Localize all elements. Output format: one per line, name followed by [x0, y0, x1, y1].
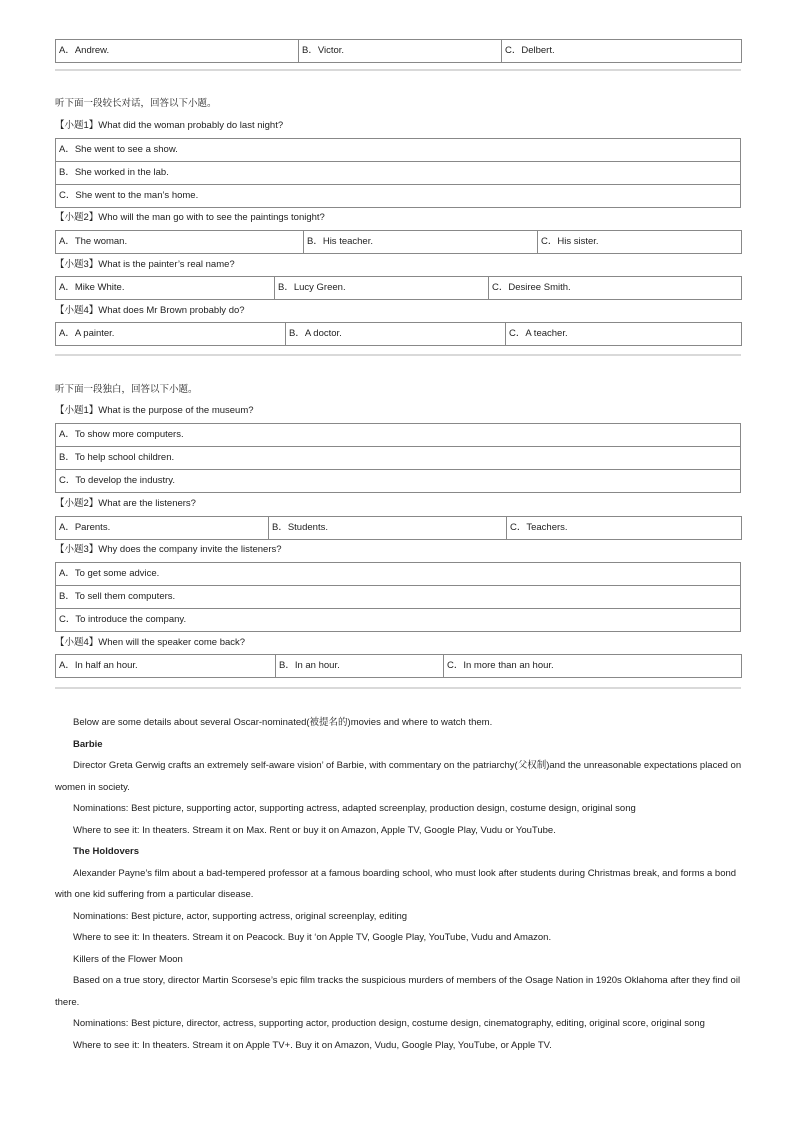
- movie-nominations: Nominations: Best picture, actor, supporting actress, original screenplay, editing: [73, 910, 408, 922]
- movie-title: Killers of the Flower Moon: [73, 953, 183, 965]
- question-prompt: 【小题3】What is the painter’s real name?: [55, 259, 235, 270]
- option-b[interactable]: B．In an hour.: [276, 655, 444, 678]
- option-a[interactable]: A．She went to see a show.: [56, 139, 741, 162]
- movie-where-to-watch: Where to see it: In theaters. Stream it on Peacock. Buy it ‘on Apple TV, Google Play, YouTube, Vudu and Amazon.: [73, 932, 552, 943]
- question-prompt: 【小题2】Who will the man go with to see the paintings tonight?: [55, 212, 325, 223]
- option-c[interactable]: C．To develop the industry.: [56, 470, 741, 493]
- option-a[interactable]: A．A painter.: [56, 323, 286, 346]
- monologue-intro: 听下面一段独白，回答以下小题。: [55, 384, 198, 395]
- movie-nominations: Nominations: Best picture, director, actress, supporting actor, production design, costume design, cinematography, editing, original score, original song: [73, 1018, 705, 1029]
- question-options: [55, 423, 741, 493]
- movie-description: Alexander Payne’s film about a bad-tempered professor at a famous boarding school, who must look after students during Christmas break, and forms a bond with one kid suffering from a particular disease.: [55, 867, 737, 900]
- option-a[interactable]: A．Andrew.: [56, 40, 299, 63]
- movie-nominations: Nominations: Best picture, supporting actor, supporting actress, adapted screenplay, production design, costume design, original song: [73, 803, 636, 814]
- movie-description: Director Greta Gerwig crafts an extremely self-aware vision’ of Barbie, with commentary on the patriarchy(父权制)and the unreasonable expectations placed on women in society.: [55, 760, 742, 793]
- option-a[interactable]: A．To get some advice.: [56, 563, 741, 586]
- section-divider: [55, 687, 741, 689]
- movie-where-to-watch: Where to see it: In theaters. Stream it on Apple TV+. Buy it on Amazon, Vudu, Google Play, YouTube, or Apple TV.: [73, 1039, 552, 1051]
- section-divider: [55, 354, 741, 356]
- option-b[interactable]: B．Students.: [269, 517, 507, 540]
- reading-passage: [55, 712, 745, 1056]
- top-options-table: [55, 39, 742, 63]
- question-prompt: 【小题1】What did the woman probably do last night?: [55, 120, 284, 131]
- dialogue-intro: 听下面一段较长对话，回答以下小题。: [55, 98, 217, 109]
- movie-description: Based on a true story, director Martin Scorsese’s epic film tracks the suspicious murders of members of the Osage Nation in 1920s Oklahoma after they find oil there.: [55, 975, 741, 1008]
- option-a[interactable]: A．The woman.: [56, 231, 304, 254]
- question-options: [55, 230, 742, 254]
- question-options: [55, 562, 741, 632]
- question-prompt: 【小题1】What is the purpose of the museum?: [55, 405, 254, 416]
- option-c[interactable]: C．Delbert.: [502, 40, 742, 63]
- option-b[interactable]: B．To sell them computers.: [56, 586, 741, 609]
- movie-title: Barbie: [73, 738, 103, 750]
- option-c[interactable]: C．She went to the man’s home.: [56, 185, 741, 208]
- option-a[interactable]: A．Mike White.: [56, 277, 275, 300]
- question-options: [55, 138, 741, 208]
- question-prompt: 【小题4】When will the speaker come back?: [55, 637, 246, 648]
- option-c[interactable]: C．His sister.: [538, 231, 742, 254]
- option-c[interactable]: C．In more than an hour.: [444, 655, 742, 678]
- question-options: [55, 322, 742, 346]
- option-b[interactable]: B．Lucy Green.: [275, 277, 489, 300]
- option-a[interactable]: A．In half an hour.: [56, 655, 276, 678]
- option-b[interactable]: B．She worked in the lab.: [56, 162, 741, 185]
- option-b[interactable]: B．His teacher.: [304, 231, 538, 254]
- option-c[interactable]: C．A teacher.: [506, 323, 742, 346]
- option-c[interactable]: C．Teachers.: [507, 517, 742, 540]
- option-c[interactable]: C．Desiree Smith.: [489, 277, 742, 300]
- movie-where-to-watch: Where to see it: In theaters. Stream it on Max. Rent or buy it on Amazon, Apple TV, Google Play, Vudu or YouTube.: [73, 824, 556, 836]
- question-options: [55, 276, 742, 300]
- question-options: [55, 654, 742, 678]
- question-options: [55, 516, 742, 540]
- option-c[interactable]: C．To introduce the company.: [56, 609, 741, 632]
- option-b[interactable]: B．To help school children.: [56, 447, 741, 470]
- option-b[interactable]: B．Victor.: [299, 40, 502, 63]
- passage-intro: Below are some details about several Oscar-nominated(被提名的)movies and where to watch them.: [73, 717, 493, 728]
- option-b[interactable]: B．A doctor.: [286, 323, 506, 346]
- option-a[interactable]: A．To show more computers.: [56, 424, 741, 447]
- question-prompt: 【小题2】What are the listeners?: [55, 498, 196, 509]
- option-a[interactable]: A．Parents.: [56, 517, 269, 540]
- question-prompt: 【小题3】Why does the company invite the listeners?: [55, 544, 282, 555]
- section-divider: [55, 69, 741, 71]
- movie-title: The Holdovers: [73, 846, 139, 857]
- question-prompt: 【小题4】What does Mr Brown probably do?: [55, 305, 245, 316]
